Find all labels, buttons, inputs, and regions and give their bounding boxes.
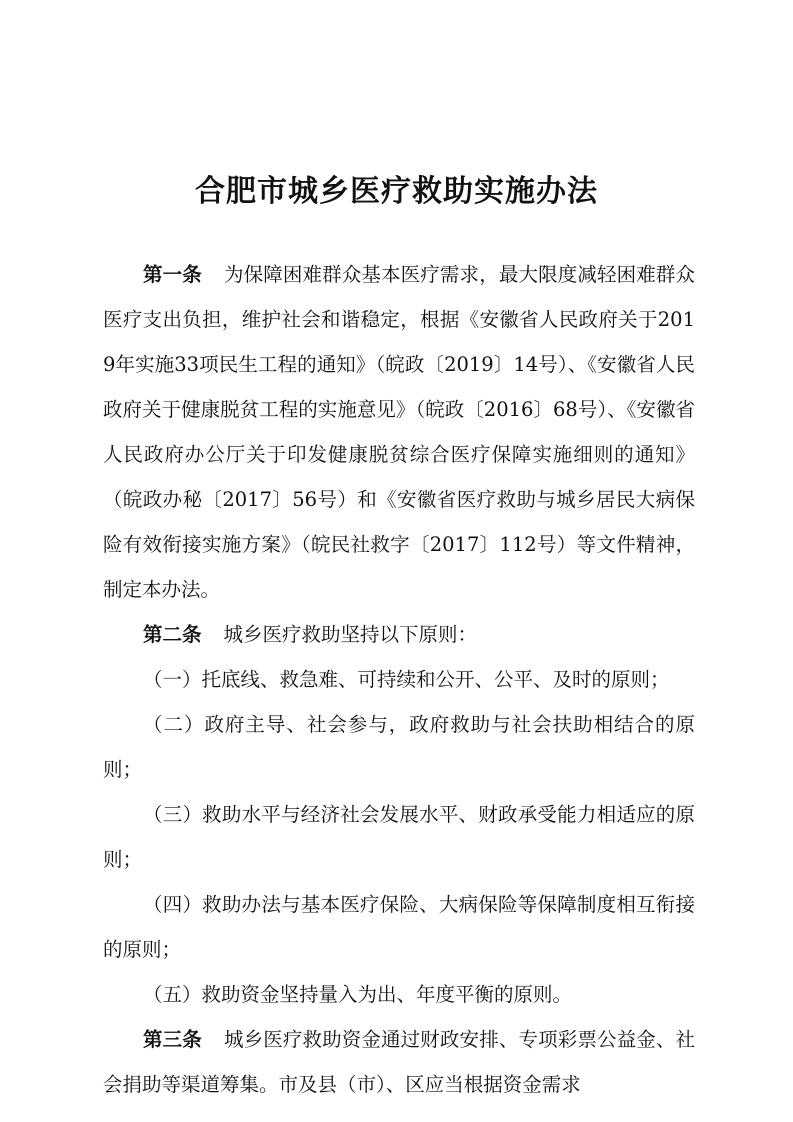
article-3 bbox=[103, 1017, 695, 1107]
article-label: 第一条 bbox=[143, 263, 202, 286]
principle-text: （三）救助水平与经济社会发展水平、财政承受能力相适应的原则； bbox=[103, 803, 695, 871]
article-2 bbox=[103, 612, 695, 657]
article-text: 城乡医疗救助资金通过财政安排、专项彩票公益金、社会捐助等渠道筹集。市及县（市）、区应当根据资金需求 bbox=[103, 1028, 695, 1096]
article-label: 第二条 bbox=[143, 623, 202, 646]
principle-text: （五）救助资金坚持量入为出、年度平衡的原则。 bbox=[143, 983, 573, 1006]
article-text: 为保障困难群众基本医疗需求，最大限度减轻困难群众医疗支出负担，维护社会和谐稳定，根据《安徽省人民政府关于2019年实施33项民生工程的通知》（皖政〔2019〕14号）、《安徽省人民政府关于健康脱贫工程的实施意见》（皖政〔2016〕68号）、《安徽省人民政府办公厅关于印发健康脱贫综合医疗保障实施细则的通知》（皖政办秘〔2017〕56号）和《安徽省医疗救助与城乡居民大病保险有效衔接实施方案》（皖民社救字〔2017〕112号）等文件精神，制定本办法。 bbox=[103, 263, 695, 601]
article-1 bbox=[103, 252, 695, 612]
document-body bbox=[103, 252, 695, 1107]
document-title: 合肥市城乡医疗救助实施办法 bbox=[195, 174, 598, 209]
principle-item bbox=[103, 882, 695, 972]
article-text: 城乡医疗救助坚持以下原则： bbox=[223, 623, 478, 646]
principle-item bbox=[103, 702, 695, 792]
principle-text: （一）托底线、救急难、可持续和公开、公平、及时的原则； bbox=[143, 668, 670, 691]
principle-text: （二）政府主导、社会参与，政府救助与社会扶助相结合的原则； bbox=[103, 713, 695, 781]
principle-text: （四）救助办法与基本医疗保险、大病保险等保障制度相互衔接的原则； bbox=[103, 893, 695, 961]
article-label: 第三条 bbox=[143, 1028, 202, 1051]
principle-item bbox=[103, 972, 695, 1017]
principle-item bbox=[103, 792, 695, 882]
principle-item bbox=[103, 657, 695, 702]
